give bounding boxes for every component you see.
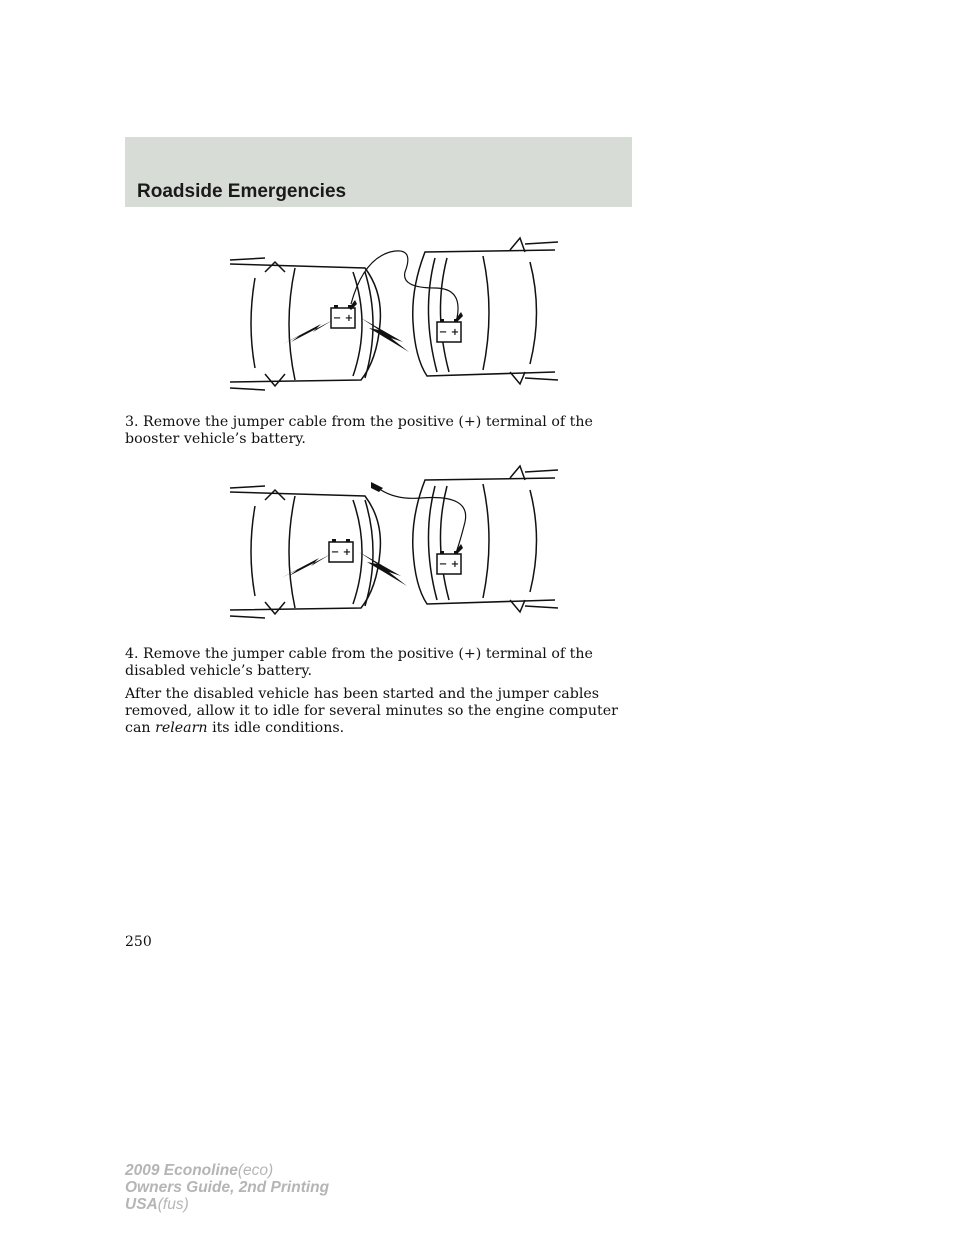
battery-right <box>437 319 461 342</box>
section-header-band <box>125 137 632 207</box>
footer-model-code: (eco) <box>237 1162 274 1179</box>
car-left <box>230 258 380 390</box>
print-footer <box>125 1162 329 1213</box>
step-3-text: 3. Remove the jumper cable from the positive (+) terminal of the booster vehicle’s battery. <box>125 414 593 447</box>
footer-line-1 <box>125 1162 329 1179</box>
spark-left-icon <box>283 320 333 344</box>
jumper-diagram-step3-svg <box>225 232 560 392</box>
idle-relearn-note <box>125 686 635 737</box>
jumper-diagram-step3 <box>225 232 560 392</box>
section-title: Roadside Emergencies <box>137 181 347 202</box>
footer-line-3 <box>125 1196 329 1213</box>
step-4-text: 4. Remove the jumper cable from the positive (+) terminal of the disabled vehicle’s battery. <box>125 646 593 679</box>
cable-clamp-right <box>455 312 463 322</box>
battery-left-terminals: − + <box>330 547 352 558</box>
car-right <box>413 466 558 612</box>
spark-right-icon <box>359 552 407 586</box>
car-right <box>413 238 558 384</box>
jumper-cable <box>381 490 466 550</box>
jumper-diagram-step4-svg <box>225 462 560 620</box>
page-number: 250 <box>125 934 152 950</box>
note-text-after: its idle conditions. <box>207 720 345 736</box>
footer-line-2: Owners Guide, 2nd Printing <box>125 1179 330 1196</box>
battery-left-terminals: − + <box>332 313 354 324</box>
battery-right <box>437 551 461 574</box>
battery-left <box>329 539 353 562</box>
footer-model: 2009 Econoline <box>125 1162 238 1179</box>
battery-right-terminals: − + <box>438 327 460 338</box>
footer-market-code: (fus) <box>157 1196 189 1213</box>
car-left <box>230 486 380 618</box>
jumper-diagram-step4 <box>225 462 560 620</box>
footer-market: USA <box>125 1196 158 1213</box>
note-emphasis: relearn <box>155 720 208 736</box>
battery-right-terminals: − + <box>438 559 460 570</box>
spark-right-icon <box>361 318 409 352</box>
note-text-before: After the disabled vehicle has been started and the jumper cables removed, allow it to idle for several minutes so the engine computer can <box>125 686 618 736</box>
